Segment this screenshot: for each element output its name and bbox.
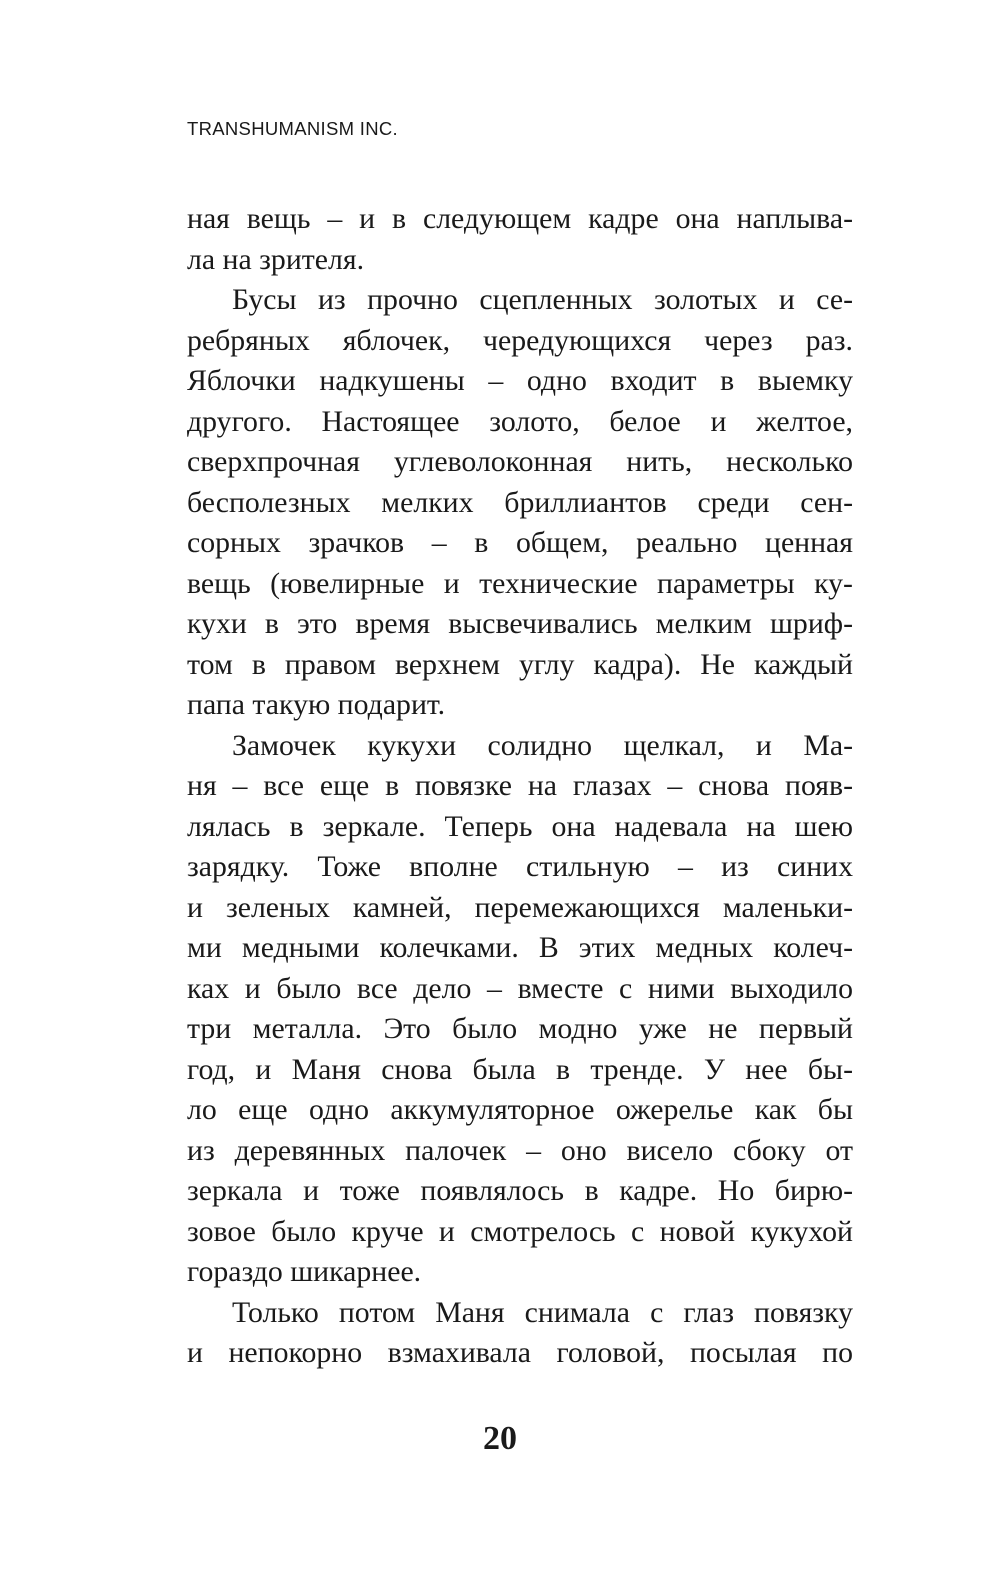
text-line: зарядку. Тоже вполне стильную – из синих [187, 850, 853, 883]
text-line: ребряных яблочек, чередующихся через раз. [187, 323, 853, 357]
text-line: ми медными колечками. В этих медных колеч- [187, 931, 853, 964]
text-line: ная вещь – и в следующем кадре она наплыва- [187, 202, 853, 235]
text-line: кухи в это время высвечивались мелким шриф- [187, 607, 853, 640]
text-line: и зеленых камней, перемежающихся маленьки- [187, 890, 853, 924]
text-line: сверхпрочная углеволоконная нить, несколько [187, 445, 853, 478]
text-line: и непокорно взмахивала головой, посылая по [187, 1336, 853, 1369]
text-line: Бусы из прочно сцепленных золотых и се- [232, 283, 853, 316]
text-line: том в правом верхнем углу кадра). Не каждый [187, 647, 853, 681]
text-line: зовое было круче и смотрелось с новой кукухой [187, 1214, 853, 1248]
text-line: папа такую подарит. [187, 688, 446, 721]
body-text [187, 199, 853, 1374]
text-line: ла на зрителя. [187, 242, 365, 276]
text-line: ках и было все дело – вместе с ними выходило [187, 971, 853, 1005]
text-line: зеркала и тоже появлялось в кадре. Но бирю- [187, 1174, 853, 1207]
text-line: вещь (ювелирные и технические параметры ку- [187, 566, 853, 600]
text-line: лялась в зеркале. Теперь она надевала на шею [187, 809, 853, 843]
text-line: ня – все еще в повязке на глазах – снова появ- [187, 769, 853, 802]
text-line: бесполезных мелких бриллиантов среди сен- [187, 485, 853, 519]
text-line: год, и Маня снова была в тренде. У нее бы- [187, 1052, 853, 1086]
text-line: Замочек кукухи солидно щелкал, и Ма- [232, 728, 853, 762]
page-number: 20 [483, 1420, 517, 1457]
text-line: ло еще одно аккумуляторное ожерелье как бы [187, 1093, 853, 1126]
running-title: TRANSHUMANISM INC. [187, 118, 398, 139]
text-line: сорных зрачков – в общем, реально ценная [187, 526, 853, 559]
text-line: другого. Настоящее золото, белое и желтое, [187, 404, 853, 438]
text-line: из деревянных палочек – оно висело сбоку от [187, 1133, 853, 1167]
text-line: Только потом Маня снимала с глаз повязку [232, 1295, 853, 1329]
text-line: три металла. Это было модно уже не первый [187, 1012, 853, 1045]
text-line: Яблочки надкушены – одно входит в выемку [187, 364, 853, 397]
text-line: гораздо шикарнее. [187, 1255, 422, 1288]
